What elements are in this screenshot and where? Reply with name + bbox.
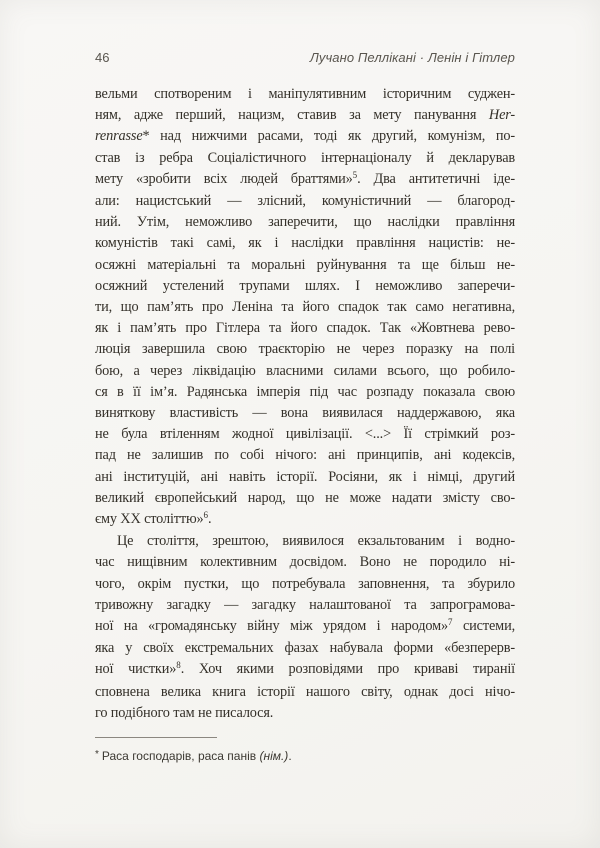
text-segment: Раса господарів, раса панів [101,749,260,763]
text-segment: люція завершила свою траєкторію не через поразку на полі [95,341,515,358]
text-segment: ний. Утім, неможливо заперечити, що наслідки правління [95,214,515,231]
text-line [95,659,515,681]
text-segment: осяжні матеріальні та моральні руйнування та ще більш не- [95,256,515,273]
text-line [95,638,515,659]
text-segment: час нищівним колективним досвідом. Воно не породило ні- [95,554,515,571]
running-title: Лучано Пеллікані · Ленін і Гітлер [309,50,515,65]
text-segment: став із ребра Соціалістичного інтернаціоналу й декларував [95,149,515,166]
text-line [95,105,515,126]
text-segment: тривожну загадку — загадку налаштованої та запрограмова- [95,596,515,613]
text-segment: системи, [452,618,515,635]
text-line [95,339,515,360]
text-line [95,531,515,552]
footnote-reference: 5 [352,169,358,180]
text-segment: пад не залишив по собі нічого: ані принципів, ані кодексів, [95,447,515,464]
text-segment: . Хоч якими розповідями про криваві тиранії [180,661,515,678]
text-segment: renrasse [95,128,143,145]
page-body [95,84,515,724]
text-segment: яка у своїх екстремальних фазах набувала форми «безперерв- [95,640,515,657]
text-line [95,445,515,466]
text-segment: вельми спотвореним і маніпулятивним історичним суджен- [95,86,515,102]
text-line [95,84,515,105]
text-line [95,467,515,488]
text-segment: не була втіленням жодної цивілізації. <...> Її стрімкий роз- [95,426,515,443]
text-segment: али: нацистський — злісний, комуністичний — благород- [95,193,515,210]
text-line [95,552,515,573]
text-segment: чого, окрім пустки, що потребувала заповнення, та збурило [95,575,515,592]
text-line [95,169,515,191]
text-segment: виняткову властивість — вона виявилася наддержавою, яка [95,405,515,422]
text-line [95,595,515,616]
text-line [95,233,515,254]
footnote-divider [95,737,217,738]
text-segment: єму ХХ століттю» [95,511,204,528]
text-line [95,574,515,595]
text-segment: . [288,749,292,763]
text-line [95,682,515,703]
text-line [95,148,515,169]
text-segment: . Два антитетичні іде- [357,170,515,187]
text-line [95,403,515,424]
text-line [95,212,515,233]
text-line [95,276,515,297]
running-header [95,50,515,65]
text-segment: бою, а через ліквідацію власними силами всього, що робило- [95,362,515,379]
text-line [95,255,515,276]
text-line [95,126,515,147]
text-segment: го подібного там не писалося. [95,704,274,721]
text-line [95,703,515,724]
text-segment: осяжний устелений трупами шлях. І неможливо заперечи- [95,277,515,294]
text-segment: як і пам’ять про Гітлера та його спадок. Так «Жовтнева рево- [95,320,515,337]
text-segment: ної на «громадянську війну між урядом і народом» [95,618,448,635]
text-line [95,297,515,318]
text-line [95,509,515,531]
text-segment: ням, адже перший, нацизм, ставив за мету панування [95,107,489,124]
text-line [95,488,515,509]
text-line [95,191,515,212]
page-number: 46 [95,50,110,65]
text-line [95,424,515,445]
footnote-reference: 7 [448,617,453,628]
text-line [95,382,515,403]
text-segment: мету «зробити всіх людей браттями» [95,170,353,187]
footnote [95,748,521,766]
text-segment: ти, що пам’ять про Леніна та його спадок так само негативна, [95,299,515,316]
text-segment: Her- [488,107,515,124]
text-segment: . [208,511,212,528]
text-segment: ся в її ім’я. Радянська імперія під час розпаду показала свою [95,383,515,400]
text-line [95,318,515,339]
text-line [95,616,515,638]
footnote-reference: 6 [203,510,209,521]
text-segment: великий європейський народ, що не може надати змісту сво- [95,489,515,506]
text-segment: ані інституцій, ані навіть історії. Росіяни, як і німці, другий [95,468,515,485]
text-segment: Це століття, зрештою, виявилося екзальтованим і водно- [117,533,515,550]
footnote-reference: 8 [176,660,181,671]
footnote-marker: * [95,749,99,760]
text-segment: ної чистки» [95,661,177,678]
text-segment: * над нижчими расами, тоді як другий, комунізм, по- [142,128,515,145]
text-segment: сповнена велика книга історії нашого світу, однак досі нічо- [95,683,515,700]
text-segment: комуністів такі самі, як і наслідки правління нацистів: не- [95,235,515,252]
text-line [95,361,515,382]
text-segment: (нім.) [259,749,289,763]
